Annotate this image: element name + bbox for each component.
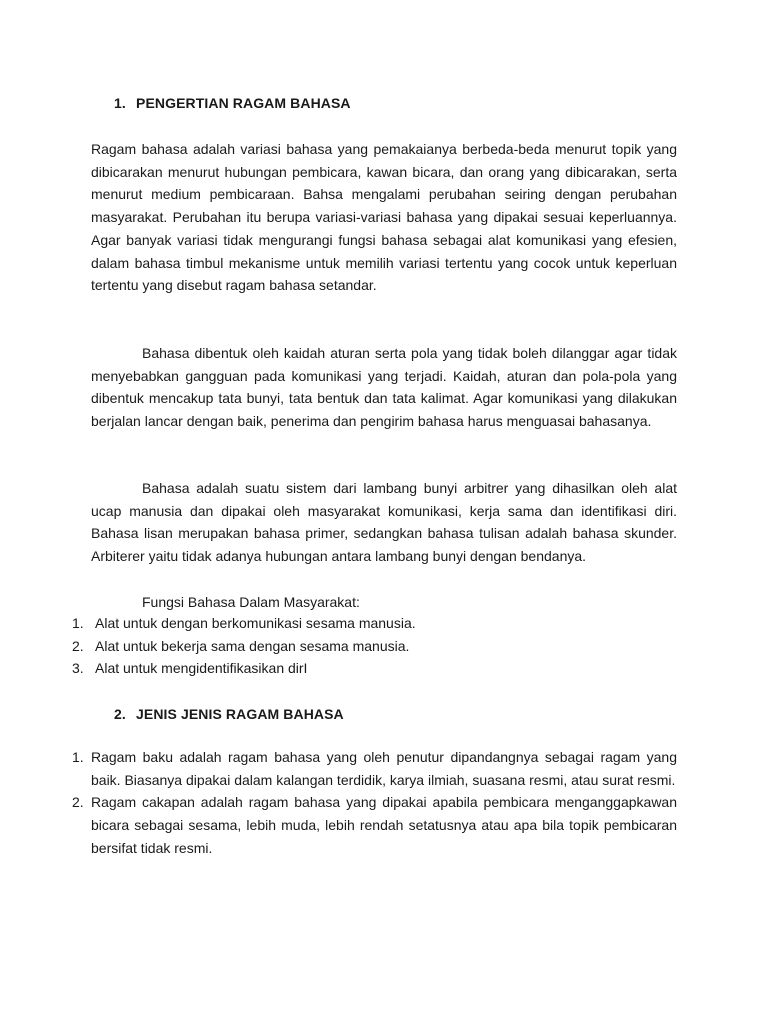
paragraph-3: Bahasa adalah suatu sistem dari lambang bunyi arbitrer yang dihasilkan oleh alat ucap manusia dan dipakai oleh masyarakat komunikasi, kerja sama dan identifikasi diri. Bahasa lisan merupakan bahasa primer, sedangkan bahasa tulisan adalah bahasa skunder. Arbiterer yaitu tidak adanya hubungan antara lambang bunyi dengan bendanya. [91, 480, 677, 565]
section-1-title: PENGERTIAN RAGAM BAHASA [136, 95, 351, 111]
list-item-text: Alat untuk bekerja sama dengan sesama manusia. [95, 637, 410, 654]
section-2-number: 2. [114, 706, 126, 722]
list-item-text: Ragam baku adalah ragam bahasa yang oleh penutur dipandangnya sebagai ragam yang baik. Biasanya dipakai dalam kalangan terdidik, karya ilmiah, suasana resmi, atau surat resmi. [91, 749, 677, 788]
list-item [72, 657, 416, 680]
list-item [72, 635, 416, 658]
list-item-text: Ragam cakapan adalah ragam bahasa yang dipakai apabila pembicara menganggapkawan bicara sebagai sesama, lebih muda, lebih rendah setatusnya atau apa bila topik pembicaran bersifat tidak resmi. [91, 794, 677, 856]
list-item [72, 746, 677, 791]
jenis-list [72, 746, 677, 860]
section-1-number: 1. [114, 95, 126, 111]
list-item-number: 3. [72, 660, 84, 677]
list-item-number: 1. [72, 615, 84, 631]
paragraph-1: Ragam bahasa adalah variasi bahasa yang pemakaianya berbeda-beda menurut topik yang dibicarakan menurut hubungan pembicara, kawan bicara, dan orang yang dibicarakan, serta menurut medium pembicaraan. Bahsa mengalami perubahan seiring dengan perubahan masyarakat. Perubahan itu berupa variasi-variasi bahasa yang dipakai sesuai keperluannya. Agar banyak variasi tidak mengurangi fungsi bahasa sebagai alat komunikasi yang efesien, dalam bahasa timbul mekanisme untuk memilih variasi tertentu yang cocok untuk keperluan tertentu yang disebut ragam bahasa setandar. [91, 141, 677, 294]
list-item-text: Alat untuk dengan berkomunikasi sesama manusia. [95, 615, 416, 631]
list-item-text: Alat untuk mengidentifikasikan dirI [95, 660, 308, 677]
list-item [72, 612, 416, 635]
fungsi-list [72, 612, 416, 680]
list-item-number: 2. [72, 794, 84, 811]
list-item-number: 1. [72, 749, 84, 765]
paragraph-2: Bahasa dibentuk oleh kaidah aturan serta pola yang tidak boleh dilanggar agar tidak menyebabkan gangguan pada komunikasi yang terjadi. Kaidah, aturan dan pola-pola yang dibentuk mencakup tata bunyi, tata bentuk dan tata kalimat. Agar komunikasi yang dilakukan berjalan lancar dengan baik, penerima dan pengirim bahasa harus menguasai bahasanya. [91, 345, 677, 430]
section-2-title: JENIS JENIS RAGAM BAHASA [136, 706, 344, 722]
section-1-heading [114, 95, 351, 111]
section-2-heading [114, 706, 344, 722]
fungsi-title: Fungsi Bahasa Dalam Masyarakat: [142, 594, 360, 610]
list-item [72, 791, 677, 859]
list-item-number: 2. [72, 637, 84, 654]
